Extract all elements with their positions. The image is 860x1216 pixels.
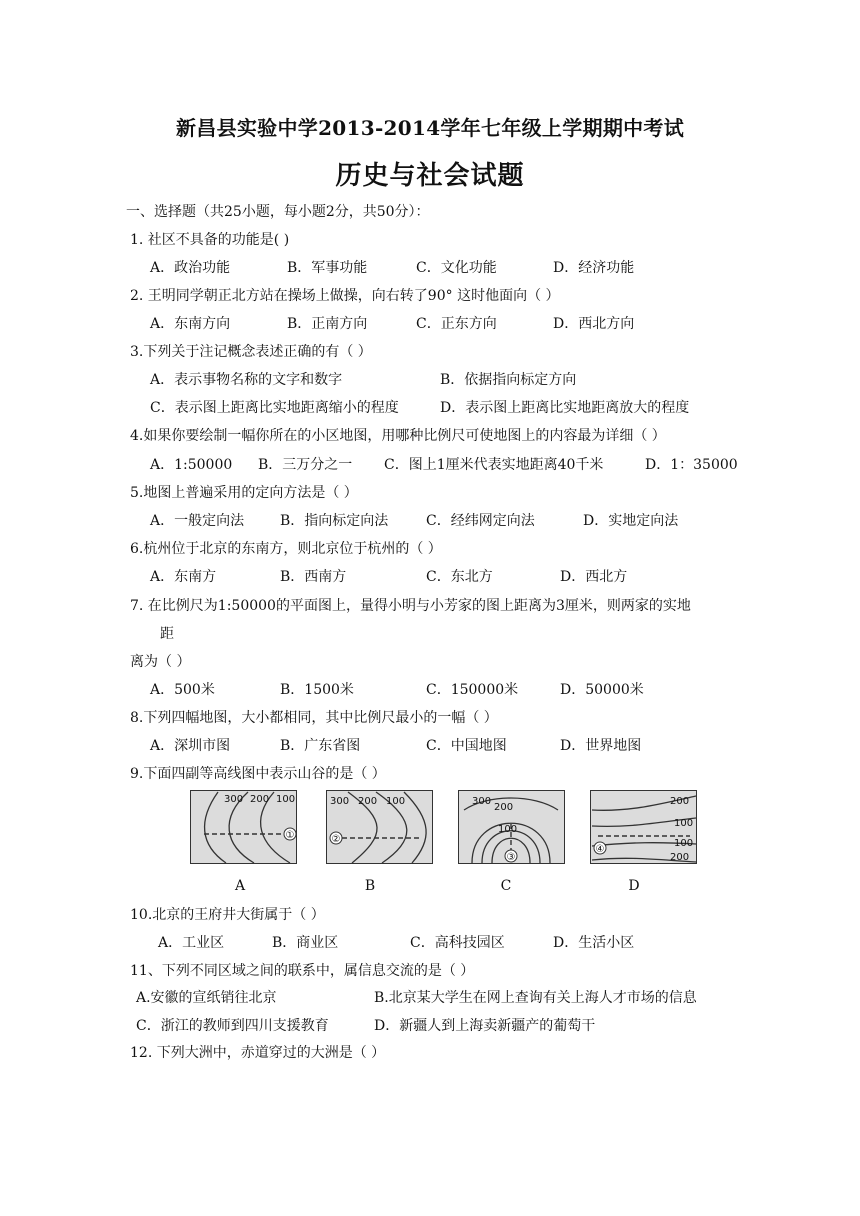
map-a-contour-300: 300 bbox=[224, 794, 244, 805]
map-c-contour-300: 300 bbox=[472, 796, 492, 807]
question-9-stem: 9.下面四副等高线图中表示山谷的是（ ） bbox=[130, 766, 386, 782]
q5-option-a: A．一般定向法 bbox=[150, 513, 245, 529]
map-b-marker: ② bbox=[331, 834, 341, 845]
q8-option-b: B．广东省图 bbox=[280, 738, 361, 754]
q10-option-c: C．高科技园区 bbox=[410, 935, 505, 951]
q11-option-b: B.北京某大学生在网上查询有关上海人才市场的信息 bbox=[374, 990, 697, 1006]
contour-map-d-figure bbox=[590, 790, 697, 864]
contour-map-b-figure bbox=[326, 790, 433, 864]
q11-option-a: A.安徽的宣纸销往北京 bbox=[136, 990, 277, 1006]
q1-option-a: A．政治功能 bbox=[150, 260, 231, 276]
contour-map-c-figure bbox=[458, 790, 565, 864]
question-6-stem: 6.杭州位于北京的东南方，则北京位于杭州的（ ） bbox=[130, 541, 442, 557]
q6-option-d: D．西北方 bbox=[560, 569, 628, 585]
q4-option-c: C．图上1厘米代表实地距离40千米 bbox=[384, 457, 604, 473]
map-a-contour-100: 100 bbox=[276, 794, 296, 805]
contour-map-a-figure bbox=[190, 790, 297, 864]
map-a-marker: ① bbox=[285, 830, 295, 841]
map-d-contour-200a: 200 bbox=[670, 796, 690, 807]
q7-option-a: A．500米 bbox=[150, 682, 215, 698]
q4-option-d: D．1：35000 bbox=[645, 457, 738, 473]
q6-option-a: A．东南方 bbox=[150, 569, 217, 585]
q3-option-d: D．表示图上距离比实地距离放大的程度 bbox=[440, 400, 690, 416]
q6-option-c: C．东北方 bbox=[426, 569, 493, 585]
map-a-label: A bbox=[234, 878, 246, 894]
q3-option-a: A．表示事物名称的文字和数字 bbox=[150, 372, 343, 388]
contour-maps bbox=[0, 790, 860, 900]
map-b-contour-100: 100 bbox=[386, 796, 406, 807]
question-3-stem: 3.下列关于注记概念表述正确的有（ ） bbox=[130, 344, 372, 360]
question-1-stem: 1. 社区不具备的功能是( ) bbox=[130, 232, 290, 248]
q10-option-d: D．生活小区 bbox=[553, 935, 635, 951]
contour-map-b bbox=[326, 790, 433, 864]
map-c-contour-100: 100 bbox=[498, 824, 518, 835]
q8-option-c: C．中国地图 bbox=[426, 738, 507, 754]
q2-option-d: D．西北方向 bbox=[553, 316, 635, 332]
question-5-stem: 5.地图上普遍采用的定向方法是（ ） bbox=[130, 485, 358, 501]
question-7-stem: 7. 在比例尺为1:50000的平面图上，量得小明与小芳家的图上距离为3厘米，则两家的实地 bbox=[130, 598, 691, 614]
question-7-stem-cont2: 离为（ ） bbox=[130, 654, 191, 670]
q5-option-d: D．实地定向法 bbox=[583, 513, 679, 529]
map-b-contour-300: 300 bbox=[330, 796, 350, 807]
q2-option-a: A．东南方向 bbox=[150, 316, 231, 332]
map-d-marker: ④ bbox=[595, 844, 605, 855]
q10-option-b: B．商业区 bbox=[272, 935, 339, 951]
question-10-stem: 10.北京的王府井大街属于（ ） bbox=[130, 907, 325, 923]
q10-option-a: A．工业区 bbox=[158, 935, 225, 951]
map-a-contour-200: 200 bbox=[250, 794, 270, 805]
question-2-stem: 2. 王明同学朝正北方站在操场上做操，向右转了90° 这时他面向（ ） bbox=[130, 288, 560, 304]
question-11-stem: 11、下列不同区域之间的联系中，属信息交流的是（ ） bbox=[130, 963, 475, 979]
q1-option-b: B．军事功能 bbox=[287, 260, 368, 276]
exam-title: 新昌县实验中学2013-2014学年七年级上学期期中考试 bbox=[175, 116, 685, 140]
map-c-label: C bbox=[500, 878, 512, 894]
q4-option-a: A．1:50000 bbox=[150, 457, 233, 473]
map-b-contour-200: 200 bbox=[358, 796, 378, 807]
contour-map-d bbox=[590, 790, 697, 864]
q4-option-b: B．三万分之一 bbox=[258, 457, 353, 473]
map-d-label: D bbox=[628, 878, 640, 894]
q5-option-c: C．经纬网定向法 bbox=[426, 513, 535, 529]
q8-option-a: A．深圳市图 bbox=[150, 738, 231, 754]
map-d-contour-200b: 200 bbox=[670, 852, 690, 863]
q7-option-b: B．1500米 bbox=[280, 682, 354, 698]
q8-option-d: D．世界地图 bbox=[560, 738, 642, 754]
map-b-label: B bbox=[364, 878, 376, 894]
q11-option-d: D．新疆人到上海卖新疆产的葡萄干 bbox=[374, 1018, 596, 1034]
q2-option-b: B．正南方向 bbox=[287, 316, 368, 332]
q3-option-c: C．表示图上距离比实地距离缩小的程度 bbox=[150, 400, 399, 416]
question-4-stem: 4.如果你要绘制一幅你所在的小区地图，用哪种比例尺可使地图上的内容最为详细（ ） bbox=[130, 428, 666, 444]
q6-option-b: B．西南方 bbox=[280, 569, 347, 585]
question-7-stem-cont: 距 bbox=[160, 626, 174, 642]
q1-option-c: C．文化功能 bbox=[416, 260, 497, 276]
section-heading: 一、选择题（共25小题，每小题2分，共50分）： bbox=[126, 204, 430, 220]
q7-option-c: C．150000米 bbox=[426, 682, 519, 698]
contour-map-c bbox=[458, 790, 565, 864]
q5-option-b: B．指向标定向法 bbox=[280, 513, 389, 529]
map-d-contour-100b: 100 bbox=[674, 838, 694, 849]
q3-option-b: B．依据指向标定方向 bbox=[440, 372, 577, 388]
q2-option-c: C．正东方向 bbox=[416, 316, 497, 332]
exam-subtitle: 历史与社会试题 bbox=[335, 161, 525, 191]
question-8-stem: 8.下列四幅地图，大小都相同，其中比例尺最小的一幅（ ） bbox=[130, 710, 498, 726]
q1-option-d: D．经济功能 bbox=[553, 260, 635, 276]
contour-map-a bbox=[190, 790, 297, 864]
question-12-stem: 12. 下列大洲中，赤道穿过的大洲是（ ） bbox=[130, 1045, 386, 1061]
map-c-contour-200: 200 bbox=[494, 802, 514, 813]
map-d-contour-100a: 100 bbox=[674, 818, 694, 829]
q7-option-d: D．50000米 bbox=[560, 682, 644, 698]
map-c-marker: ③ bbox=[506, 852, 516, 863]
q11-option-c: C．浙江的教师到四川支援教育 bbox=[136, 1018, 329, 1034]
